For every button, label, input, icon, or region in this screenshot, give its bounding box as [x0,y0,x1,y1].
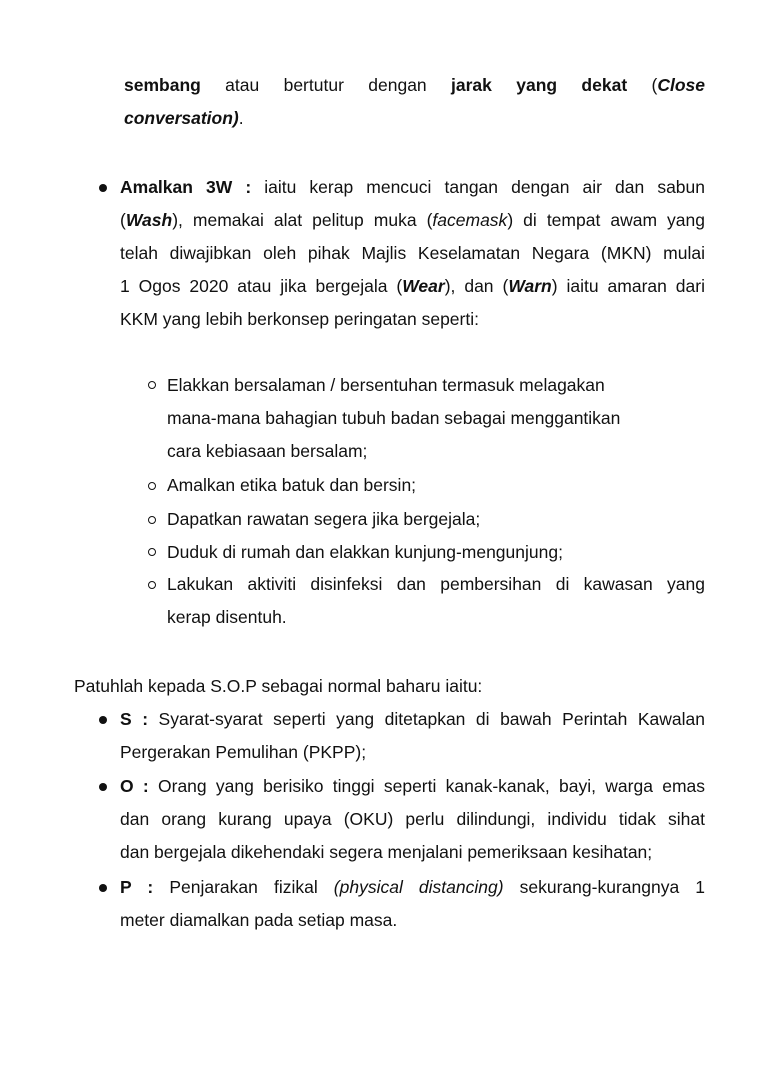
sub-item-5: Lakukan aktiviti disinfeksi dan pembersihan di kawasan yang kerap disentuh. [167,574,705,627]
sub-item-1: Elakkan bersalaman / bersentuhan termasuk melagakan mana-mana bahagian tubuh badan sebagai menggantikan cara kebiasaan bersalam; [167,375,621,461]
bullet-amalkan [99,184,107,192]
sub-item-4: Duduk di rumah dan elakkan kunjung-mengunjung; [167,542,563,562]
circle-bullet-4 [148,548,156,556]
sop-heading: Patuhlah kepada S.O.P sebagai normal baharu iaitu: [74,676,483,696]
bullet-p [99,884,107,892]
circle-bullet-5 [148,581,156,589]
sop-s-item: S : Syarat-syarat seperti yang ditetapkan di bawah Perintah Kawalan Pergerakan Pemulihan (PKPP); [120,709,705,762]
amalkan-line-3: telah diwajibkan oleh pihak Majlis Keselamatan Negara (MKN) mulai [120,243,705,263]
circle-bullet-3 [148,516,156,524]
circle-bullet-1 [148,381,156,389]
intro-paragraph [124,69,705,135]
sub-item-2: Amalkan etika batuk dan bersin; [167,475,417,495]
circle-bullet-2 [148,482,156,490]
sub-item-3: Dapatkan rawatan segera jika bergejala; [167,509,481,529]
amalkan-line-1: Amalkan 3W : iaitu kerap mencuci tangan dengan air dan sabun [120,177,706,197]
amalkan-line-5: KKM yang lebih berkonsep peringatan seperti: [120,309,479,329]
amalkan-paragraph [120,171,705,336]
intro-line-2: conversation). [124,108,244,128]
sop-p-item: P : Penjarakan fizikal (physical distancing) sekurang-kurangnya 1 meter diamalkan pada setiap masa. [120,877,705,930]
amalkan-line-2: (Wash), memakai alat pelitup muka (facemask) di tempat awam yang [120,210,705,230]
sop-o-item: O : Orang yang berisiko tinggi seperti kanak-kanak, bayi, warga emas dan orang kurang upaya (OKU) perlu dilindungi, individu tidak sihat dan bergejala dikehendaki segera menjalani pemeriksaan kesihatan; [120,776,706,862]
intro-line-1: sembang atau bertutur dengan jarak yang dekat (Close [124,75,705,95]
bullet-s [99,716,107,724]
bullet-o [99,783,107,791]
amalkan-line-4: 1 Ogos 2020 atau jika bergejala (Wear), dan (Warn) iaitu amaran dari [120,276,705,296]
